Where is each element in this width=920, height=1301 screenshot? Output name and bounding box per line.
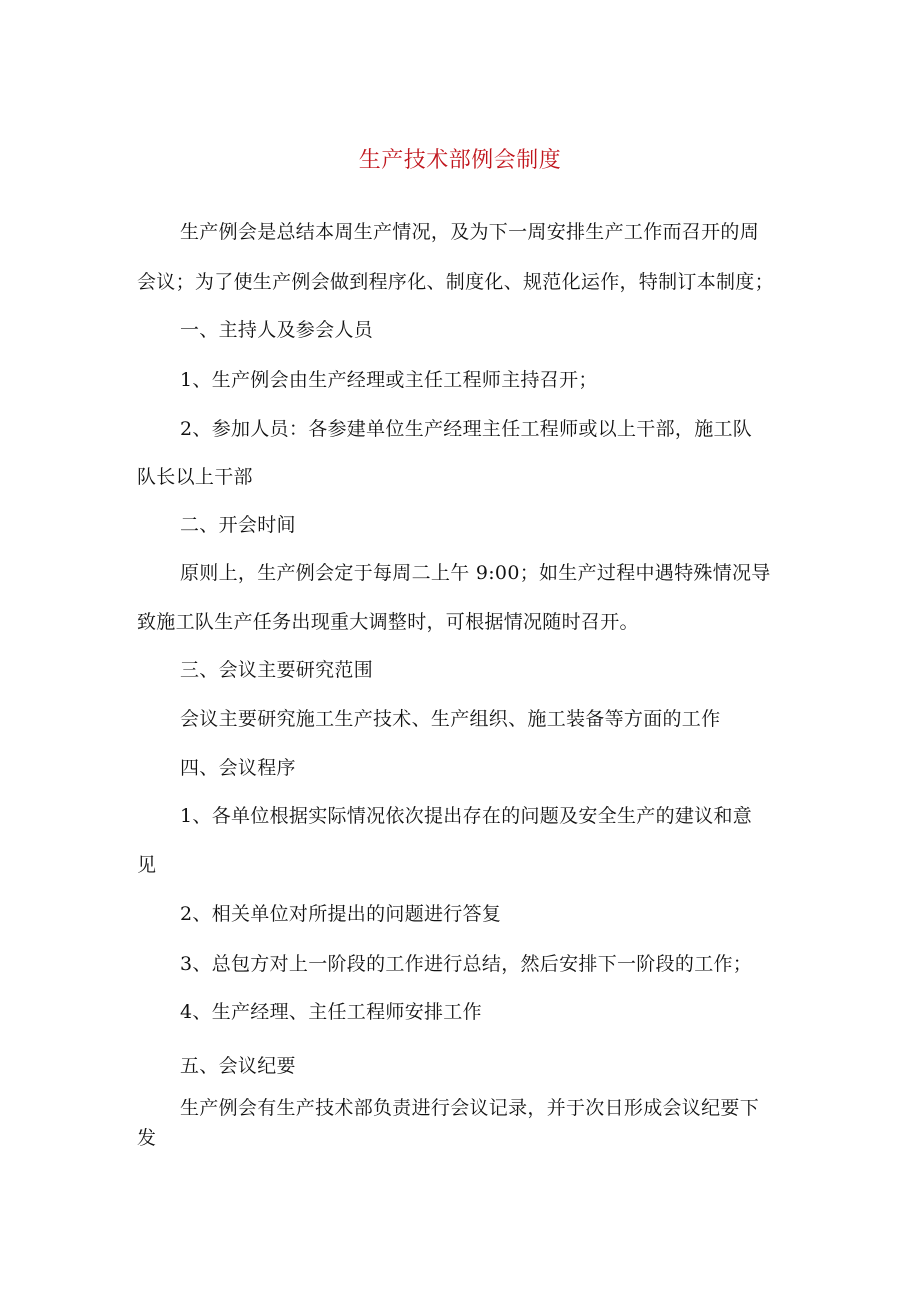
section-4-item-3: 3、总包方对上一阶段的工作进行总结，然后安排下一阶段的工作； xyxy=(180,953,753,975)
section-1-item-2-line-2: 队长以上干部 xyxy=(137,466,253,488)
section-2-line-1: 原则上，生产例会定于每周二上午 9:00；如生产过程中遇特殊情况导 xyxy=(180,562,771,584)
section-5-line-2: 发 xyxy=(137,1127,157,1149)
section-heading-4: 四、会议程序 xyxy=(180,757,296,779)
section-4-item-4: 4、生产经理、主任工程师安排工作 xyxy=(180,1001,482,1023)
section-heading-3: 三、会议主要研究范围 xyxy=(180,659,374,681)
section-heading-2: 二、开会时间 xyxy=(180,514,296,536)
section-4-item-1-line-1: 1、各单位根据实际情况依次提出存在的问题及安全生产的建议和意 xyxy=(180,805,753,827)
section-heading-5: 五、会议纪要 xyxy=(180,1055,296,1077)
intro-line-1: 生产例会是总结本周生产情况，及为下一周安排生产工作而召开的周 xyxy=(180,221,760,243)
section-1-item-2-line-1: 2、参加人员：各参建单位生产经理主任工程师或以上干部，施工队 xyxy=(180,418,753,440)
section-4-item-2: 2、相关单位对所提出的问题进行答复 xyxy=(180,903,502,925)
section-1-item-1: 1、生产例会由生产经理或主任工程师主持召开； xyxy=(180,369,598,391)
section-5-line-1: 生产例会有生产技术部负责进行会议记录，并于次日形成会议纪要下 xyxy=(180,1097,760,1119)
document-title: 生产技术部例会制度 xyxy=(358,148,562,173)
section-2-line-2: 致施工队生产任务出现重大调整时，可根据情况随时召开。 xyxy=(137,611,639,633)
intro-line-2: 会议；为了使生产例会做到程序化、制度化、规范化运作，特制订本制度； xyxy=(137,271,774,293)
section-3-line-1: 会议主要研究施工生产技术、生产组织、施工装备等方面的工作 xyxy=(180,708,721,730)
section-heading-1: 一、主持人及参会人员 xyxy=(180,319,374,341)
section-4-item-1-line-2: 见 xyxy=(137,854,157,876)
